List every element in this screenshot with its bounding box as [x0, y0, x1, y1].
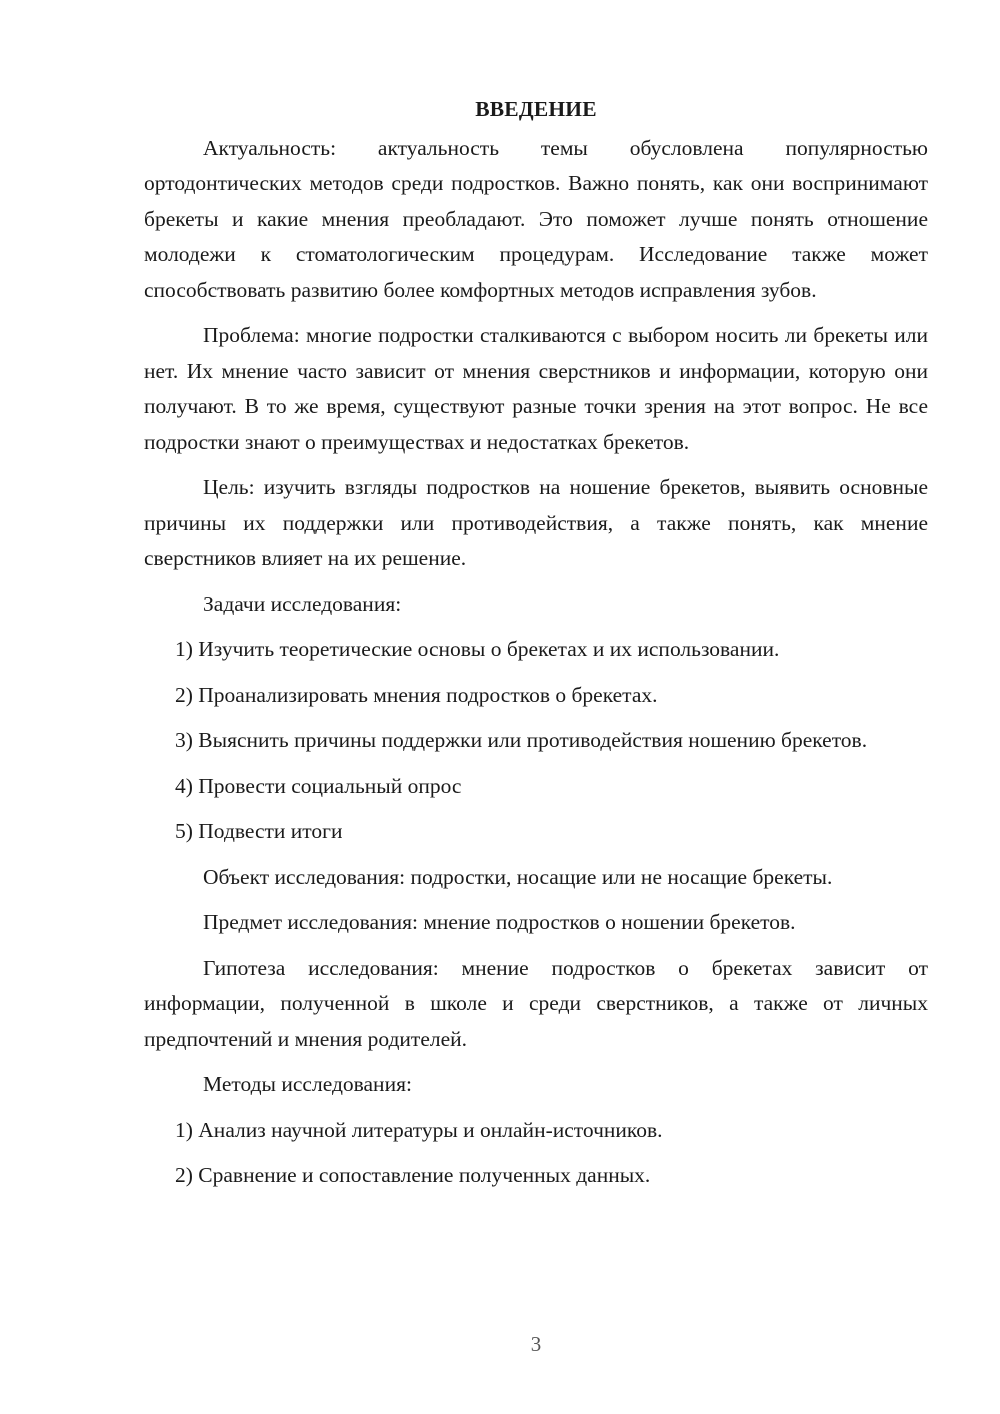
tasks-title: Задачи исследования:	[203, 591, 402, 616]
section-heading: ВВЕДЕНИЕ	[475, 97, 597, 121]
paragraph-goal: Цель: изучить взгляды подростков на ношение брекетов, выявить основные причины их поддержки или противодействия, а также понять, как мнение сверстников влияет на их решение.	[144, 475, 928, 570]
method-item: 1) Анализ научной литературы и онлайн-источников.	[175, 1117, 663, 1142]
document-page	[144, 92, 928, 1204]
paragraph-relevance: Актуальность: актуальность темы обусловлена популярностью ортодонтических методов среди подростков. Важно понять, как они воспринимают брекеты и какие мнения преобладают. Это поможет лучше понять отношение молодежи к стоматологическим процедурам. Исследование также может способствовать развитию более комфортных методов исправления зубов.	[144, 135, 928, 302]
task-item: 1) Изучить теоретические основы о брекетах и их использовании.	[175, 637, 780, 661]
paragraph-hypothesis: Гипотеза исследования: мнение подростков о брекетах зависит от информации, полученной в школе и среди сверстников, а также от личных предпочтений и мнения родителей.	[144, 955, 928, 1051]
task-item: 4) Провести социальный опрос	[175, 773, 462, 798]
methods-title: Методы исследования:	[203, 1072, 412, 1096]
task-item: 3) Выяснить причины поддержки или противодействия ношению брекетов.	[175, 728, 868, 752]
page-number: 3	[530, 1332, 542, 1356]
paragraph-object: Объект исследования: подростки, носащие или не носащие брекеты.	[203, 864, 833, 889]
task-item: 5) Подвести итоги	[175, 819, 343, 843]
method-item: 2) Сравнение и сопоставление полученных данных.	[175, 1163, 651, 1187]
paragraph-problem: Проблема: многие подростки сталкиваются с выбором носить ли брекеты или нет. Их мнение часто зависит от мнения сверстников и информации, которую они получают. В то же время, существуют разные точки зрения на этот вопрос. Не все подростки знают о преимуществах и недостатках брекетов.	[144, 323, 928, 454]
paragraph-subject: Предмет исследования: мнение подростков о ношении брекетов.	[203, 910, 796, 934]
task-item: 2) Проанализировать мнения подростков о брекетах.	[175, 682, 658, 707]
